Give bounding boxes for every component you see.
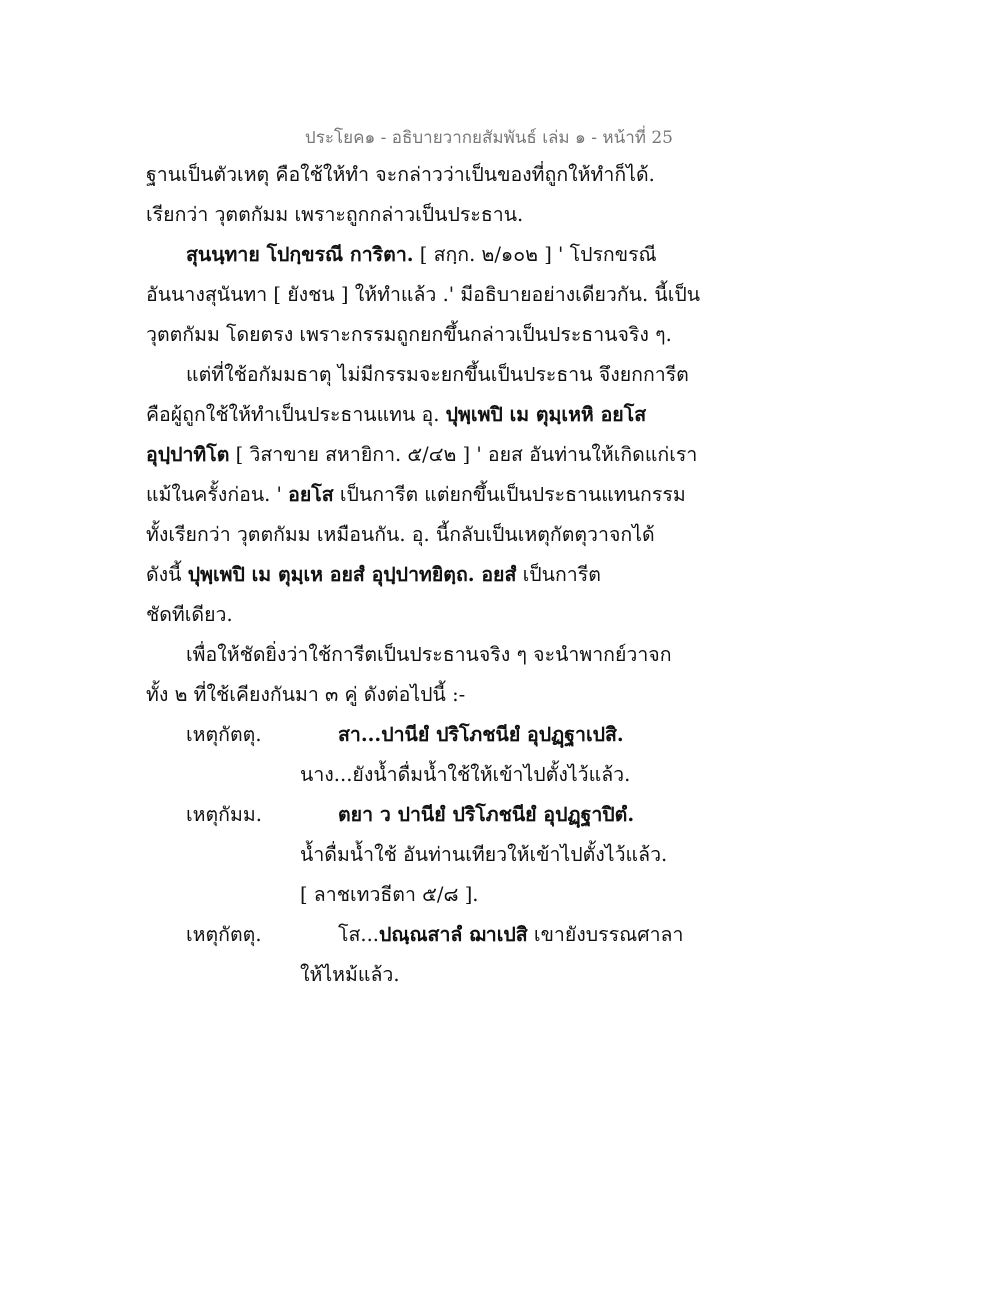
example-label: เหตุกัมม. xyxy=(186,803,262,826)
pali-quote: อุปฺปาทิโต xyxy=(146,443,230,466)
text-line: เรียกว่า วุตตกัมม เพราะถูกกล่าวเป็นประธาน. xyxy=(146,203,524,226)
text-line: อุปฺปาทิโต [ วิสาขาย สหายิกา. ๕/๔๒ ] ' อยส อันท่านให้เกิดแก่เรา xyxy=(146,443,698,466)
text-line: ดังนี้ ปุพฺเพปิ เม ตุมฺเห อยสํ อุปฺปาทยิตฺถ. อยสํ เป็นการีต xyxy=(146,563,601,586)
pali-quote: สุนนฺทาย โปกฺขรณี การิตา. xyxy=(186,243,414,266)
pali-quote: ปุพฺเพปิ เม ตุมฺเห อยสํ อุปฺปาทยิตฺถ. อยสํ xyxy=(187,563,517,586)
example-label: เหตุกัตตุ. xyxy=(186,723,262,746)
text-line: อันนางสุนันทา [ ยังชน ] ให้ทำแล้ว .' มีอธิบายอย่างเดียวกัน. นี้เป็น xyxy=(146,283,701,306)
example-pali: โส...ปณฺณสาลํ ฌาเปสิ เขายังบรรณศาลา xyxy=(338,923,684,946)
text-line: แต่ที่ใช้อกัมมธาตุ ไม่มีกรรมจะยกขึ้นเป็นประธาน จึงยกการีต xyxy=(186,363,689,386)
text-line: คือผู้ถูกใช้ให้ทำเป็นประธานแทน อุ. ปุพฺเพปิ เม ตุมฺเหหิ อยโส xyxy=(146,403,647,426)
example-translation: ให้ไหม้แล้ว. xyxy=(300,963,400,986)
text-line: ชัดทีเดียว. xyxy=(146,603,233,626)
pali-quote: ปุพฺเพปิ เม ตุมฺเหหิ อยโส xyxy=(445,403,647,426)
running-head: ประโยค๑ - อธิบายวากยสัมพันธ์ เล่ม ๑ - หน้าที่ 25 xyxy=(304,128,673,148)
pali-quote: อยโส xyxy=(288,483,334,506)
example-translation: นาง...ยังน้ำดื่มน้ำใช้ให้เข้าไปตั้งไว้แล้ว. xyxy=(300,763,631,786)
text-line: แม้ในครั้งก่อน. ' อยโส เป็นการีต แต่ยกขึ้นเป็นประธานแทนกรรม xyxy=(146,483,686,506)
example-reference: [ ลาชเทวธีตา ๕/๘ ]. xyxy=(300,883,479,906)
example-pali: สา...ปานียํ ปริโภชนียํ อุปฏฺฐาเปสิ. xyxy=(338,723,624,746)
text-line: ทั้ง ๒ ที่ใช้เคียงกันมา ๓ คู่ ดังต่อไปนี้ :- xyxy=(146,683,466,706)
text-line: สุนนฺทาย โปกฺขรณี การิตา. [ สกฺก. ๒/๑๐๒ ] ' โปรกขรณี xyxy=(186,243,657,266)
text-line: วุตตกัมม โดยตรง เพราะกรรมถูกยกขึ้นกล่าวเป็นประธานจริง ๆ. xyxy=(146,323,672,346)
text-line: เพื่อให้ชัดยิ่งว่าใช้การีตเป็นประธานจริง ๆ จะนำพากย์วาจก xyxy=(186,643,672,666)
example-label: เหตุกัตตุ. xyxy=(186,923,262,946)
example-translation: น้ำดื่มน้ำใช้ อันท่านเทียวให้เข้าไปตั้งไว้แล้ว. xyxy=(300,843,668,866)
text-line: ฐานเป็นตัวเหตุ คือใช้ให้ทำ จะกล่าวว่าเป็นของที่ถูกให้ทำก็ได้. xyxy=(146,163,655,186)
example-pali: ตยา ว ปานียํ ปริโภชนียํ อุปฏฺฐาปิตํ. xyxy=(338,803,635,826)
text-line: ทั้งเรียกว่า วุตตกัมม เหมือนกัน. อุ. นี้กลับเป็นเหตุกัตตุวาจกได้ xyxy=(146,523,655,546)
